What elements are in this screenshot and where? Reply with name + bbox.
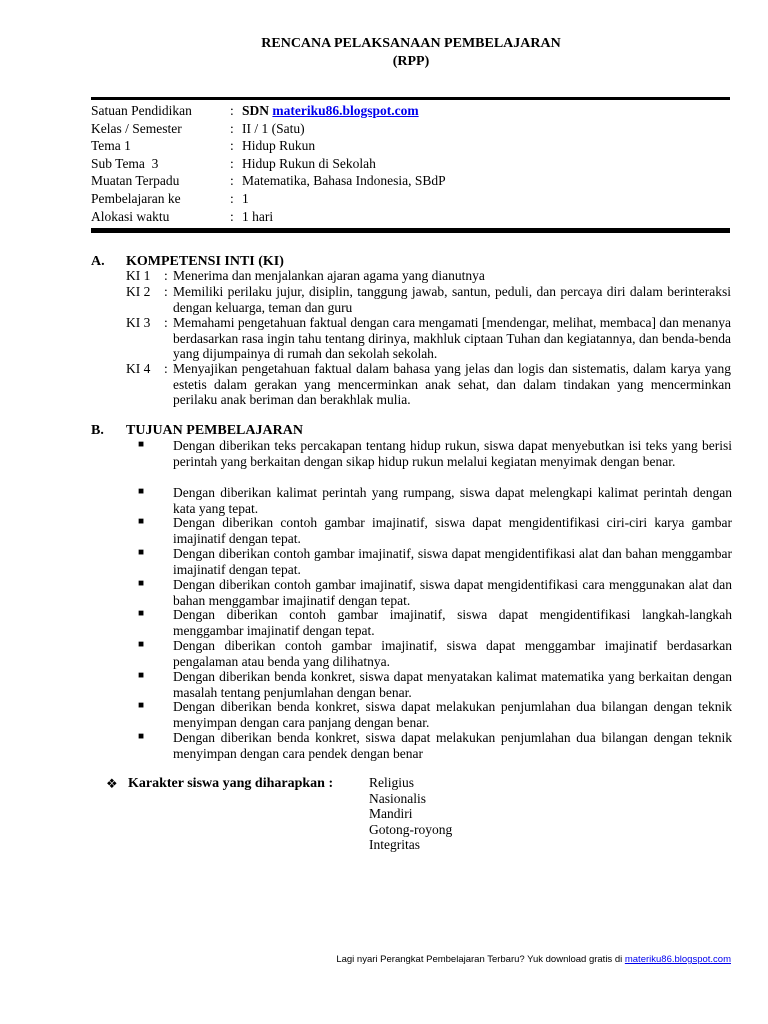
bottom-rule — [91, 228, 730, 233]
objective-text: Dengan diberikan contoh gambar imajinatif, siswa dapat mengidentifikasi alat dan bahan menggambar imajinatif dengan tepat. — [173, 546, 732, 577]
ki-text: Menyajikan pengetahuan faktual dalam bahasa yang jelas dan logis dan sistematis, dalam karya yang estetis dalam gerakan yang mencerminkan anak sehat, dan dalam tindakan yang mencerminkan perilaku anak beriman dan berakhlak mulia. — [173, 361, 731, 407]
document-title: RENCANA PELAKSANAAN PEMBELAJARAN — [261, 36, 561, 51]
section-b-title: TUJUAN PEMBELAJARAN — [126, 423, 303, 438]
objective-text: Dengan diberikan contoh gambar imajinatif, siswa dapat mengidentifikasi langkah-langkah menggambar imajinatif dengan tepat. — [173, 607, 732, 638]
karakter-item: Gotong-royong — [369, 821, 453, 837]
identity-value: 1 hari — [242, 208, 274, 224]
identity-value: II / 1 (Satu) — [242, 120, 305, 136]
identity-label: Satuan Pendidikan — [91, 103, 192, 118]
identity-label: Muatan Terpadu — [91, 173, 180, 189]
identity-colon: : — [230, 120, 234, 136]
identity-colon: : — [230, 173, 234, 189]
identity-label: Sub Tema 3 — [91, 155, 159, 171]
ki-code: KI 2 — [126, 284, 151, 299]
ki-code: KI 4 — [126, 361, 151, 376]
ki-text: Memahami pengetahuan faktual dengan cara mengamati [mendengar, melihat, membaca] dan menanya berdasarkan rasa ingin tahu tentang dirinya, makhluk ciptaan Tuhan dan kegiatannya, dan benda-benda yang dijumpainya di rumah dan sekolah sekolah. — [173, 315, 731, 361]
footer-link[interactable]: materiku86.blogspot.com — [624, 954, 731, 965]
karakter-label: Karakter siswa yang diharapkan : — [128, 776, 334, 791]
karakter-item: Mandiri — [369, 806, 413, 822]
objective-text: Dengan diberikan benda konkret, siswa dapat melakukan penjumlahan dua bilangan dengan teknik menyimpan dengan cara panjang dengan benar. — [173, 699, 732, 730]
karakter-item: Integritas — [369, 837, 420, 853]
bullet-square-icon: ■ — [138, 547, 145, 558]
identity-label: Kelas / Semester — [91, 120, 182, 136]
document-subtitle: (RPP) — [392, 54, 430, 69]
identity-colon: : — [230, 190, 234, 206]
ki-colon: : — [164, 284, 168, 299]
bullet-square-icon: ■ — [138, 639, 145, 650]
bullet-square-icon: ■ — [138, 516, 145, 527]
footer-text: Lagi nyari Perangkat Pembelajaran Terbaru? Yuk download gratis di — [336, 954, 625, 965]
footer-note — [336, 954, 731, 965]
ki-colon: : — [164, 361, 168, 376]
ki-text: Menerima dan menjalankan ajaran agama yang dianutnya — [173, 268, 485, 283]
identity-value — [242, 102, 419, 120]
identity-label: Pembelajaran ke — [91, 190, 181, 206]
section-a-title: KOMPETENSI INTI (KI) — [126, 254, 284, 269]
section-a-letter: A. — [91, 254, 105, 269]
bullet-square-icon: ■ — [138, 486, 145, 497]
bullet-square-icon: ■ — [138, 670, 145, 681]
identity-value: 1 — [242, 190, 249, 206]
identity-value: Hidup Rukun di Sekolah — [242, 155, 376, 171]
objective-text: Dengan diberikan teks percakapan tentang hidup rukun, siswa dapat menyebutkan isi teks yang berisi perintah yang berkaitan dengan sikap hidup rukun melalui kegiatan menyimak dengan benar. — [173, 438, 732, 469]
identity-colon: : — [230, 138, 234, 154]
objective-text: Dengan diberikan contoh gambar imajinatif, siswa dapat mengidentifikasi cara menggunakan alat dan bahan menggambar imajinatif dengan tepat. — [173, 577, 732, 608]
section-b-letter: B. — [91, 423, 104, 438]
school-link[interactable]: materiku86.blogspot.com — [272, 103, 419, 118]
identity-colon: : — [230, 155, 234, 171]
identity-label: Alokasi waktu — [91, 208, 170, 224]
bullet-square-icon: ■ — [138, 608, 145, 619]
ki-text: Memiliki perilaku jujur, disiplin, tanggung jawab, santun, peduli, dan percaya diri dalam berinteraksi dengan keluarga, teman dan guru — [173, 284, 731, 315]
identity-label: Tema 1 — [91, 138, 131, 154]
ki-code: KI 1 — [126, 268, 151, 283]
identity-value: Hidup Rukun — [242, 138, 316, 154]
bullet-square-icon: ■ — [138, 700, 145, 711]
objective-text: Dengan diberikan contoh gambar imajinatif, siswa dapat menggambar imajinatif berdasarkan pengalaman atau benda yang dilihatnya. — [173, 638, 732, 669]
identity-colon: : — [230, 208, 234, 224]
bullet-square-icon: ■ — [138, 439, 145, 450]
ki-code: KI 3 — [126, 315, 151, 330]
objective-text: Dengan diberikan contoh gambar imajinatif, siswa dapat mengidentifikasi ciri-ciri karya gambar imajinatif dengan tepat. — [173, 515, 732, 546]
ki-colon: : — [164, 315, 168, 330]
identity-colon: : — [230, 103, 234, 118]
objective-text: Dengan diberikan benda konkret, siswa dapat menyatakan kalimat matematika yang berkaitan dengan masalah tentang penjumlahan dengan benar. — [173, 669, 732, 700]
bullet-square-icon: ■ — [138, 578, 145, 589]
objective-text: Dengan diberikan benda konkret, siswa dapat melakukan penjumlahan dua bilangan dengan teknik menyimpan dengan cara pendek dengan benar — [173, 730, 732, 761]
top-rule — [91, 97, 730, 100]
bullet-square-icon: ■ — [138, 731, 145, 742]
karakter-list — [369, 775, 452, 853]
karakter-item: Nasionalis — [369, 790, 426, 806]
ki-colon: : — [164, 268, 168, 283]
objective-text: Dengan diberikan kalimat perintah yang rumpang, siswa dapat melengkapi kalimat perintah dengan kata yang tepat. — [173, 485, 732, 516]
diamond-bullet-icon: ❖ — [106, 776, 118, 791]
identity-value: Matematika, Bahasa Indonesia, SBdP — [242, 173, 446, 189]
karakter-item: Religius — [369, 775, 415, 790]
school-name: SDN — [242, 103, 273, 118]
